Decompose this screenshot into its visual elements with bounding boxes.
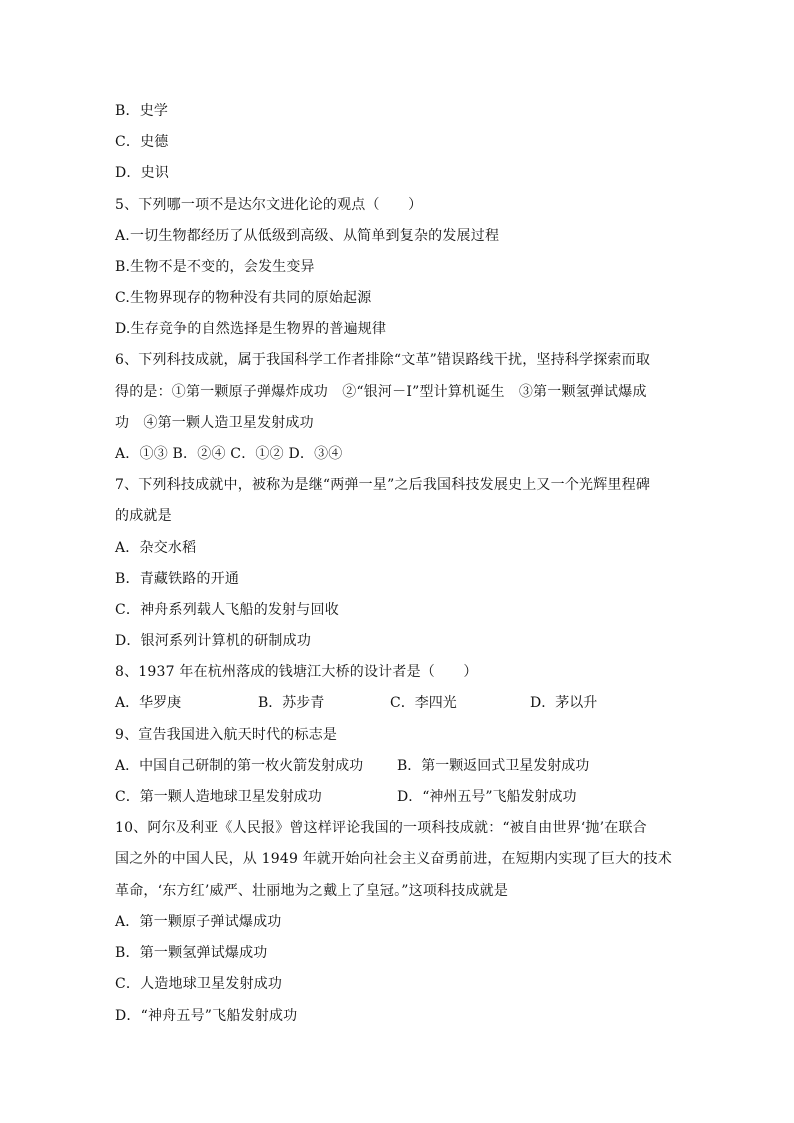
q9-stem: 9、宣告我国进入航天时代的标志是 bbox=[115, 727, 338, 743]
q4-option-d: D．史识 bbox=[115, 165, 170, 181]
q7-option-d: D．银河系列计算机的研制成功 bbox=[115, 633, 312, 649]
q4-option-c: C．史德 bbox=[115, 134, 169, 150]
q10-option-b: B．第一颗氢弹试爆成功 bbox=[115, 945, 268, 961]
q6-stem-line-2: 得的是：①第一颗原子弹爆炸成功 ②“银河－Ⅰ”型计算机诞生 ③第一颗氢弹试爆成 bbox=[115, 384, 647, 400]
q7-stem-line-2: 的成就是 bbox=[115, 508, 172, 524]
q5-option-a: A.一切生物都经历了从低级到高级、从简单到复杂的发展过程 bbox=[115, 228, 500, 244]
q8-option-c: C．李四光 bbox=[390, 695, 457, 711]
q8-option-a: A．华罗庚 bbox=[115, 695, 182, 711]
q4-option-b: B．史学 bbox=[115, 103, 169, 119]
q8-stem: 8、1937 年在杭州落成的钱塘江大桥的设计者是（ ） bbox=[115, 664, 478, 680]
q5-option-c: C.生物界现存的物种没有共同的原始起源 bbox=[115, 290, 372, 306]
q9-option-a: A．中国自己研制的第一枚火箭发射成功 bbox=[115, 758, 364, 774]
q7-option-a: A．杂交水稻 bbox=[115, 540, 197, 556]
q8-option-b: B．苏步青 bbox=[258, 695, 325, 711]
q6-stem-line-1: 6、下列科技成就，属于我国科学工作者排除“文革”错误路线干扰，坚持科学探索而取 bbox=[115, 352, 651, 368]
q10-option-c: C．人造地球卫星发射成功 bbox=[115, 976, 283, 992]
q7-option-b: B．青藏铁路的开通 bbox=[115, 571, 240, 587]
q10-option-a: A．第一颗原子弹试爆成功 bbox=[115, 914, 282, 930]
q5-option-d: D.生存竞争的自然选择是生物界的普遍规律 bbox=[115, 321, 387, 337]
q10-stem-line-1: 10、阿尔及利亚《人民报》曾这样评论我国的一项科技成就：“被自由世界‘抛’在联合 bbox=[115, 820, 647, 836]
q5-option-b: B.生物不是不变的，会发生变异 bbox=[115, 259, 315, 275]
q7-stem-line-1: 7、下列科技成就中，被称为是继“两弹一星”之后我国科技发展史上又一个光辉里程碑 bbox=[115, 477, 651, 493]
q7-option-c: C．神舟系列载人飞船的发射与回收 bbox=[115, 602, 339, 618]
q10-stem-line-3: 革命，‘东方红’威严、壮丽地为之戴上了皇冠。”这项科技成就是 bbox=[115, 883, 509, 899]
q10-option-d: D．“神舟五号”飞船发射成功 bbox=[115, 1008, 298, 1024]
q6-options: A．①③ B．②④ C．①② D．③④ bbox=[115, 446, 343, 462]
q9-option-b: B．第一颗返回式卫星发射成功 bbox=[397, 758, 590, 774]
q9-option-d: D．“神州五号”飞船发射成功 bbox=[397, 789, 577, 805]
q5-stem: 5、下列哪一项不是达尔文进化论的观点（ ） bbox=[115, 197, 423, 213]
q6-stem-line-3: 功 ④第一颗人造卫星发射成功 bbox=[115, 415, 314, 431]
q8-option-d: D．茅以升 bbox=[530, 695, 598, 711]
q10-stem-line-2: 国之外的中国人民，从 1949 年就开始向社会主义奋勇前进，在短期内实现了巨大的技术 bbox=[115, 851, 672, 867]
q9-option-c: C．第一颗人造地球卫星发射成功 bbox=[115, 789, 322, 805]
